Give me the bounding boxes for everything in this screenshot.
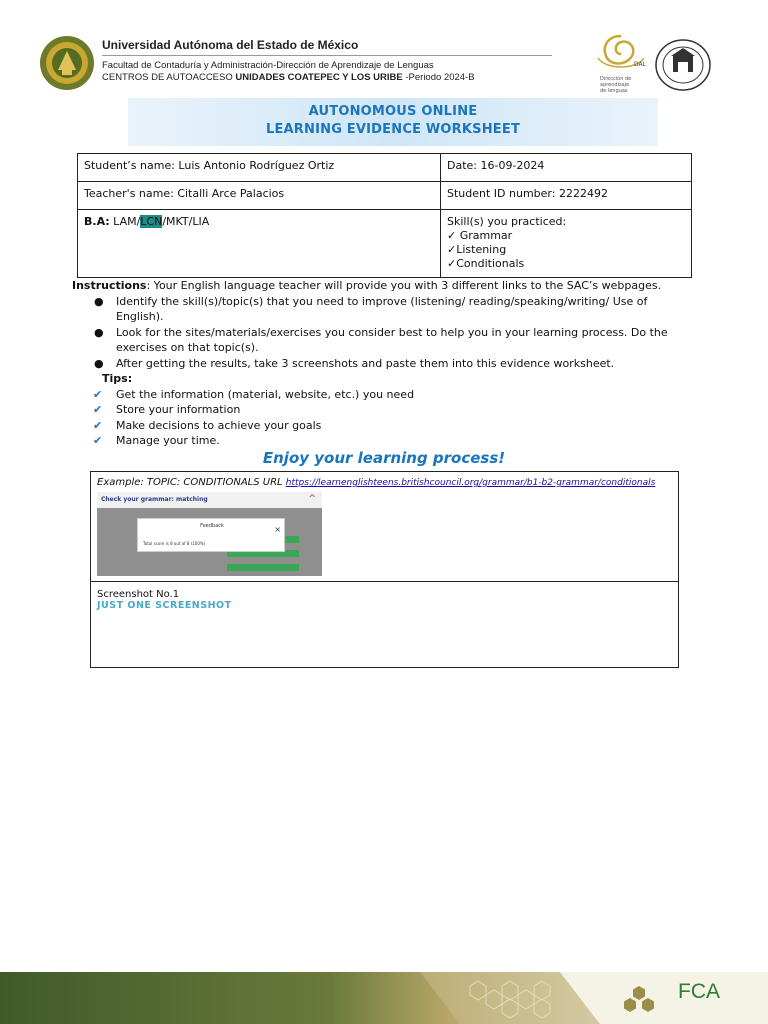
student-id-cell[interactable]: Student ID number: 2222492 (441, 182, 692, 210)
list-item (72, 387, 692, 403)
list-item (72, 402, 692, 418)
checkmark-icon: ✔ (93, 403, 103, 416)
list-item (72, 325, 692, 356)
screenshot-1-title: Screenshot No.1 (97, 589, 180, 600)
ba-post: /MKT/LIA (162, 215, 210, 228)
instructions-section (72, 278, 692, 449)
tip-text: Make decisions to achieve your goals (116, 418, 322, 432)
tips-label: Tips: (102, 372, 133, 385)
screenshot-1-cell[interactable] (91, 582, 679, 668)
bullet-text: Look for the sites/materials/exercises you consider best to help you in your learning process. Do the exercises on that topic(s). (116, 325, 668, 354)
ba-pre: LAM/ (109, 215, 141, 228)
chevron-up-icon: ^ (308, 494, 316, 504)
list-item (72, 356, 692, 372)
student-name-cell[interactable]: Student’s name: Luis Antonio Rodríguez Ortiz (78, 154, 441, 182)
dal-logo (592, 30, 650, 96)
bullet-icon: ● (94, 325, 104, 339)
feedback-score: Total score is 8 out of 8 (100%) (143, 541, 206, 546)
tip-text: Manage your time. (116, 434, 220, 447)
feedback-title: Feedback (200, 523, 224, 529)
dal-caption-2: aprendizaje (600, 82, 630, 88)
example-url-link[interactable]: https://learnenglishteens.britishcouncil.org/grammar/b1-b2-grammar/conditionals (285, 478, 656, 488)
centers-prefix: CENTROS DE AUTOACCESO (102, 72, 236, 83)
tip-text: Store your information (116, 403, 241, 416)
instructions-intro (72, 278, 692, 294)
checkmark-icon: ✔ (93, 387, 103, 401)
dal-logo-text: DAL (634, 61, 646, 68)
dal-caption-3: de lenguas (600, 88, 628, 94)
screenshot-title-bar: Check your grammar: matching (97, 492, 322, 508)
instructions-label: Instructions (72, 279, 147, 292)
screenshot-1-subtitle: JUST ONE SCREENSHOT (97, 600, 232, 611)
table-row (78, 154, 692, 182)
table-row (78, 182, 692, 210)
skill-item: ✓Conditionals (447, 257, 525, 270)
list-item (72, 294, 692, 325)
centers-bold: UNIDADES COATEPEC Y LOS URIBE (235, 72, 403, 83)
checkmark-icon: ✔ (93, 434, 103, 447)
skill-item: ✓ Grammar (447, 229, 513, 242)
banner-title-line-2: LEARNING EVIDENCE WORKSHEET (265, 122, 521, 137)
fca-footer-text: FCA (678, 980, 720, 1003)
dal-caption-1: Dirección de (600, 76, 632, 82)
bullet-text: After getting the results, take 3 screenshots and paste them into this evidence worksheet. (116, 356, 615, 370)
faculty-line: Facultad de Contaduría y Administración-Dirección de Aprendizaje de Lenguas (102, 60, 434, 71)
header-text (102, 38, 572, 84)
fca-seal-logo (654, 38, 712, 92)
example-screenshot-image (97, 492, 322, 576)
table-row (78, 210, 692, 278)
skills-title: Skill(s) you practiced: (447, 215, 567, 228)
ba-label: B.A: (84, 215, 110, 228)
bullet-icon: ● (94, 294, 104, 308)
ba-selected-highlight: LCN (140, 215, 163, 228)
instructions-text: : Your English language teacher will provide you with 3 different links to the SAC’s webpages. (146, 279, 662, 292)
skills-cell[interactable] (441, 210, 692, 278)
enjoy-heading: Enjoy your learning process! (262, 449, 506, 467)
fca-hexagon-icon (622, 984, 656, 1014)
checkmark-icon: ✔ (93, 418, 103, 432)
title-banner (128, 98, 658, 146)
teacher-name-cell[interactable]: Teacher's name: Citalli Arce Palacios (78, 182, 441, 210)
university-name: Universidad Autónoma del Estado de México (102, 38, 359, 52)
skill-item: ✓Listening (447, 243, 507, 256)
example-label: Example: TOPIC: CONDITIONALS URL (97, 477, 283, 488)
header-rule (102, 55, 552, 56)
evidence-table (90, 471, 679, 668)
date-cell[interactable]: Date: 16-09-2024 (441, 154, 692, 182)
uaem-seal-logo (38, 34, 96, 92)
document-header (36, 32, 736, 96)
banner-title-line-1: AUTONOMOUS ONLINE (308, 104, 478, 119)
centers-line (102, 72, 572, 84)
screenshot-answer-row (227, 564, 299, 571)
centers-suffix: -Periodo 2024-B (402, 72, 475, 83)
tip-text: Get the information (material, website, etc.) you need (116, 387, 415, 401)
bullet-icon: ● (94, 356, 104, 370)
bullet-text: Identify the skill(s)/topic(s) that you need to improve (listening/ reading/speaking/writing/ Use of English). (116, 294, 648, 323)
list-item (72, 418, 692, 434)
list-item (72, 433, 692, 449)
example-cell (91, 472, 679, 582)
close-icon: × (274, 525, 281, 534)
ba-cell[interactable] (78, 210, 441, 278)
table-row (91, 472, 679, 582)
screenshot-feedback-dialog (137, 518, 285, 552)
table-row (91, 582, 679, 668)
student-info-table (77, 153, 692, 278)
